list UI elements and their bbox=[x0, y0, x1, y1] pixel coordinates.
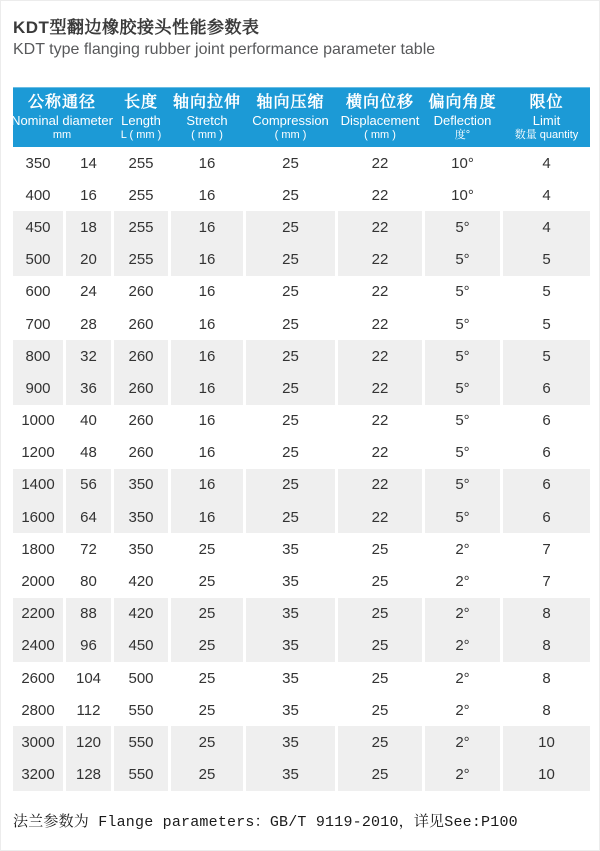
table-row bbox=[13, 405, 590, 437]
cell-limit: 4 bbox=[503, 147, 590, 179]
header-length bbox=[114, 88, 168, 147]
cell-length: 260 bbox=[114, 437, 168, 469]
cell-length: 260 bbox=[114, 372, 168, 404]
cell-diameter-mm: 1600 bbox=[13, 501, 63, 533]
cell-diameter-inch: 36 bbox=[66, 372, 111, 404]
cell-length: 255 bbox=[114, 147, 168, 179]
table-row bbox=[13, 372, 590, 404]
cell-diameter-inch: 64 bbox=[66, 501, 111, 533]
header-en-label: Stretch bbox=[186, 113, 228, 128]
header-displacement bbox=[338, 88, 422, 147]
cell-deflection: 2° bbox=[425, 694, 500, 726]
table-row bbox=[13, 147, 590, 179]
cell-limit: 4 bbox=[503, 179, 590, 211]
cell-compression: 25 bbox=[246, 405, 335, 437]
cell-diameter-mm: 900 bbox=[13, 372, 63, 404]
cell-compression: 35 bbox=[246, 662, 335, 694]
cell-stretch: 16 bbox=[171, 244, 243, 276]
cell-limit: 8 bbox=[503, 598, 590, 630]
cell-diameter-inch: 80 bbox=[66, 565, 111, 597]
cell-diameter-mm: 600 bbox=[13, 276, 63, 308]
table-row bbox=[13, 501, 590, 533]
cell-length: 255 bbox=[114, 179, 168, 211]
header-en-label: Deflection bbox=[433, 113, 492, 128]
cell-deflection: 5° bbox=[425, 469, 500, 501]
cell-length: 260 bbox=[114, 276, 168, 308]
cell-displacement: 22 bbox=[338, 372, 422, 404]
cell-deflection: 5° bbox=[425, 437, 500, 469]
cell-limit: 10 bbox=[503, 726, 590, 758]
cell-stretch: 16 bbox=[171, 501, 243, 533]
cell-limit: 6 bbox=[503, 501, 590, 533]
cell-deflection: 2° bbox=[425, 759, 500, 791]
cell-displacement: 22 bbox=[338, 244, 422, 276]
table-row bbox=[13, 437, 590, 469]
table-row bbox=[13, 340, 590, 372]
cell-stretch: 25 bbox=[171, 694, 243, 726]
cell-length: 255 bbox=[114, 211, 168, 243]
cell-compression: 35 bbox=[246, 565, 335, 597]
cell-limit: 6 bbox=[503, 469, 590, 501]
cell-deflection: 10° bbox=[425, 147, 500, 179]
cell-stretch: 16 bbox=[171, 147, 243, 179]
cell-length: 350 bbox=[114, 533, 168, 565]
cell-length: 260 bbox=[114, 308, 168, 340]
cell-length: 260 bbox=[114, 340, 168, 372]
table-row bbox=[13, 211, 590, 243]
cell-length: 420 bbox=[114, 565, 168, 597]
cell-diameter-inch: 56 bbox=[66, 469, 111, 501]
footer-note: 法兰参数为 Flange parameters：GB/T 9119-2010，详见See:P100 bbox=[13, 813, 518, 831]
cell-displacement: 25 bbox=[338, 565, 422, 597]
cell-diameter-inch: 18 bbox=[66, 211, 111, 243]
cell-limit: 7 bbox=[503, 533, 590, 565]
cell-diameter-inch: 88 bbox=[66, 598, 111, 630]
cell-length: 260 bbox=[114, 405, 168, 437]
cell-compression: 25 bbox=[246, 147, 335, 179]
header-unit-label: ( mm ) bbox=[191, 129, 223, 141]
cell-stretch: 16 bbox=[171, 405, 243, 437]
table-row bbox=[13, 276, 590, 308]
cell-length: 255 bbox=[114, 244, 168, 276]
cell-limit: 5 bbox=[503, 308, 590, 340]
header-zh-label: 轴向拉伸 bbox=[172, 94, 241, 111]
cell-diameter-inch: 16 bbox=[66, 179, 111, 211]
header-unit-label: mm bbox=[52, 129, 72, 141]
cell-deflection: 2° bbox=[425, 726, 500, 758]
cell-stretch: 16 bbox=[171, 276, 243, 308]
header-zh-label: 公称通径 bbox=[27, 94, 96, 111]
table-row bbox=[13, 469, 590, 501]
cell-limit: 10 bbox=[503, 759, 590, 791]
cell-deflection: 10° bbox=[425, 179, 500, 211]
cell-diameter-mm: 2000 bbox=[13, 565, 63, 597]
cell-displacement: 22 bbox=[338, 437, 422, 469]
cell-compression: 25 bbox=[246, 469, 335, 501]
cell-stretch: 25 bbox=[171, 630, 243, 662]
cell-displacement: 22 bbox=[338, 147, 422, 179]
cell-length: 350 bbox=[114, 501, 168, 533]
header-zh-label: 长度 bbox=[123, 94, 158, 111]
cell-deflection: 5° bbox=[425, 501, 500, 533]
cell-diameter-mm: 700 bbox=[13, 308, 63, 340]
cell-compression: 25 bbox=[246, 244, 335, 276]
cell-limit: 5 bbox=[503, 340, 590, 372]
header-en-label: Displacement bbox=[340, 113, 420, 128]
cell-diameter-inch: 20 bbox=[66, 244, 111, 276]
cell-displacement: 22 bbox=[338, 179, 422, 211]
cell-compression: 35 bbox=[246, 759, 335, 791]
cell-diameter-inch: 120 bbox=[66, 726, 111, 758]
cell-compression: 25 bbox=[246, 211, 335, 243]
cell-diameter-mm: 1000 bbox=[13, 405, 63, 437]
page-subtitle: KDT type flanging rubber joint performance parameter table bbox=[13, 41, 436, 58]
table-header bbox=[13, 87, 590, 147]
header-en-label: Limit bbox=[532, 113, 561, 128]
cell-stretch: 25 bbox=[171, 598, 243, 630]
cell-diameter-mm: 350 bbox=[13, 147, 63, 179]
cell-diameter-inch: 48 bbox=[66, 437, 111, 469]
cell-compression: 25 bbox=[246, 340, 335, 372]
header-zh-label: 横向位移 bbox=[345, 94, 414, 111]
header-stretch bbox=[171, 88, 243, 147]
cell-length: 420 bbox=[114, 598, 168, 630]
cell-compression: 25 bbox=[246, 372, 335, 404]
cell-compression: 35 bbox=[246, 598, 335, 630]
cell-stretch: 25 bbox=[171, 565, 243, 597]
cell-stretch: 25 bbox=[171, 662, 243, 694]
cell-displacement: 25 bbox=[338, 694, 422, 726]
header-limit bbox=[503, 88, 590, 147]
cell-compression: 25 bbox=[246, 308, 335, 340]
header-zh-label: 偏向角度 bbox=[428, 94, 497, 111]
cell-stretch: 16 bbox=[171, 211, 243, 243]
cell-diameter-inch: 104 bbox=[66, 662, 111, 694]
cell-limit: 5 bbox=[503, 276, 590, 308]
cell-diameter-mm: 3200 bbox=[13, 759, 63, 791]
cell-length: 500 bbox=[114, 662, 168, 694]
cell-diameter-mm: 450 bbox=[13, 211, 63, 243]
cell-compression: 25 bbox=[246, 276, 335, 308]
cell-limit: 6 bbox=[503, 437, 590, 469]
cell-displacement: 22 bbox=[338, 340, 422, 372]
cell-deflection: 2° bbox=[425, 662, 500, 694]
page-title: KDT型翻边橡胶接头性能参数表 bbox=[13, 18, 260, 37]
cell-deflection: 2° bbox=[425, 630, 500, 662]
cell-displacement: 25 bbox=[338, 726, 422, 758]
cell-stretch: 25 bbox=[171, 533, 243, 565]
cell-stretch: 16 bbox=[171, 340, 243, 372]
cell-stretch: 25 bbox=[171, 726, 243, 758]
header-unit-label: ( mm ) bbox=[274, 129, 307, 141]
cell-deflection: 5° bbox=[425, 372, 500, 404]
cell-length: 550 bbox=[114, 694, 168, 726]
table-row bbox=[13, 244, 590, 276]
cell-diameter-mm: 1800 bbox=[13, 533, 63, 565]
cell-diameter-inch: 24 bbox=[66, 276, 111, 308]
table-row bbox=[13, 598, 590, 630]
cell-compression: 35 bbox=[246, 533, 335, 565]
cell-diameter-inch: 72 bbox=[66, 533, 111, 565]
cell-diameter-mm: 400 bbox=[13, 179, 63, 211]
header-unit-label: 度° bbox=[454, 129, 471, 141]
cell-stretch: 16 bbox=[171, 179, 243, 211]
cell-diameter-inch: 96 bbox=[66, 630, 111, 662]
header-en-label: Compression bbox=[252, 113, 329, 128]
cell-diameter-mm: 2200 bbox=[13, 598, 63, 630]
cell-limit: 6 bbox=[503, 372, 590, 404]
cell-diameter-inch: 32 bbox=[66, 340, 111, 372]
cell-displacement: 25 bbox=[338, 630, 422, 662]
cell-length: 550 bbox=[114, 726, 168, 758]
cell-displacement: 22 bbox=[338, 405, 422, 437]
cell-diameter-mm: 3000 bbox=[13, 726, 63, 758]
header-zh-label: 轴向压缩 bbox=[256, 94, 325, 111]
cell-deflection: 5° bbox=[425, 340, 500, 372]
cell-deflection: 5° bbox=[425, 244, 500, 276]
cell-limit: 5 bbox=[503, 244, 590, 276]
cell-diameter-mm: 500 bbox=[13, 244, 63, 276]
cell-length: 450 bbox=[114, 630, 168, 662]
cell-displacement: 25 bbox=[338, 759, 422, 791]
table-row bbox=[13, 726, 590, 758]
cell-diameter-inch: 14 bbox=[66, 147, 111, 179]
cell-stretch: 25 bbox=[171, 759, 243, 791]
cell-compression: 25 bbox=[246, 179, 335, 211]
cell-length: 350 bbox=[114, 469, 168, 501]
cell-diameter-inch: 40 bbox=[66, 405, 111, 437]
cell-diameter-mm: 1400 bbox=[13, 469, 63, 501]
cell-compression: 35 bbox=[246, 694, 335, 726]
table-row bbox=[13, 759, 590, 791]
parameter-table bbox=[13, 87, 590, 791]
cell-compression: 35 bbox=[246, 630, 335, 662]
table-row bbox=[13, 630, 590, 662]
cell-diameter-inch: 28 bbox=[66, 308, 111, 340]
cell-diameter-inch: 128 bbox=[66, 759, 111, 791]
header-zh-label: 限位 bbox=[529, 94, 564, 111]
header-en-label: Length bbox=[121, 113, 161, 128]
cell-deflection: 5° bbox=[425, 211, 500, 243]
cell-diameter-mm: 2600 bbox=[13, 662, 63, 694]
table-row bbox=[13, 662, 590, 694]
cell-compression: 35 bbox=[246, 726, 335, 758]
cell-stretch: 16 bbox=[171, 437, 243, 469]
cell-deflection: 5° bbox=[425, 276, 500, 308]
cell-diameter-mm: 2800 bbox=[13, 694, 63, 726]
header-deflection bbox=[425, 88, 500, 147]
cell-limit: 8 bbox=[503, 694, 590, 726]
cell-stretch: 16 bbox=[171, 308, 243, 340]
cell-displacement: 22 bbox=[338, 211, 422, 243]
cell-deflection: 5° bbox=[425, 405, 500, 437]
cell-compression: 25 bbox=[246, 437, 335, 469]
cell-diameter-mm: 2400 bbox=[13, 630, 63, 662]
cell-diameter-mm: 800 bbox=[13, 340, 63, 372]
cell-limit: 8 bbox=[503, 662, 590, 694]
header-unit-label: 数量 quantity bbox=[514, 129, 579, 141]
cell-diameter-mm: 1200 bbox=[13, 437, 63, 469]
cell-displacement: 22 bbox=[338, 276, 422, 308]
cell-deflection: 2° bbox=[425, 533, 500, 565]
table-row bbox=[13, 694, 590, 726]
header-unit-label: L ( mm ) bbox=[120, 129, 162, 141]
cell-limit: 4 bbox=[503, 211, 590, 243]
cell-displacement: 25 bbox=[338, 662, 422, 694]
cell-stretch: 16 bbox=[171, 469, 243, 501]
table-row bbox=[13, 533, 590, 565]
cell-displacement: 25 bbox=[338, 598, 422, 630]
title-block bbox=[13, 16, 590, 61]
cell-diameter-inch: 112 bbox=[66, 694, 111, 726]
table-row bbox=[13, 565, 590, 597]
table-row bbox=[13, 308, 590, 340]
cell-limit: 6 bbox=[503, 405, 590, 437]
cell-deflection: 2° bbox=[425, 598, 500, 630]
header-unit-label: ( mm ) bbox=[364, 129, 396, 141]
cell-displacement: 22 bbox=[338, 308, 422, 340]
cell-displacement: 25 bbox=[338, 533, 422, 565]
cell-compression: 25 bbox=[246, 501, 335, 533]
cell-length: 550 bbox=[114, 759, 168, 791]
cell-deflection: 2° bbox=[425, 565, 500, 597]
cell-limit: 8 bbox=[503, 630, 590, 662]
table-row bbox=[13, 179, 590, 211]
cell-displacement: 22 bbox=[338, 469, 422, 501]
cell-deflection: 5° bbox=[425, 308, 500, 340]
table-body bbox=[13, 147, 590, 791]
header-compression bbox=[246, 88, 335, 147]
cell-limit: 7 bbox=[503, 565, 590, 597]
header-nominal-diameter bbox=[13, 88, 111, 147]
header-en-label: Nominal diameter bbox=[11, 113, 113, 128]
cell-displacement: 22 bbox=[338, 501, 422, 533]
cell-stretch: 16 bbox=[171, 372, 243, 404]
